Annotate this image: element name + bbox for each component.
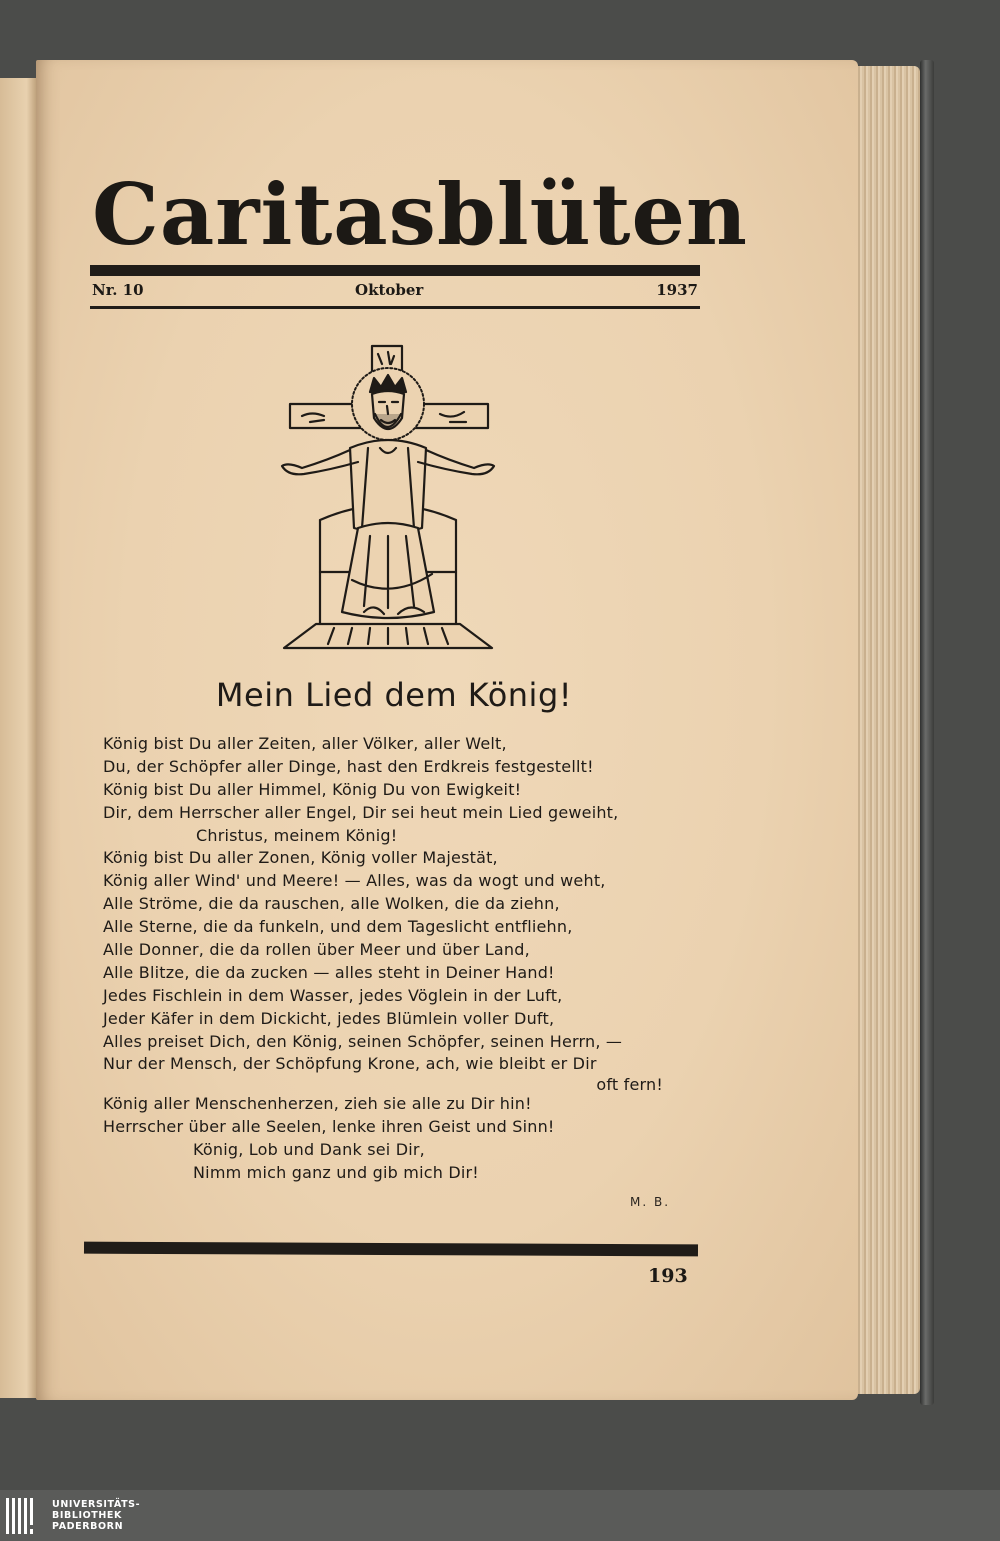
issue-month: Oktober — [355, 281, 424, 299]
library-name-line: UNIVERSITÄTS- — [52, 1499, 141, 1510]
left-page-edge — [0, 78, 38, 1398]
poem-line: Dir, dem Herrscher aller Engel, Dir sei heut mein Lied geweiht, — [103, 802, 619, 822]
poem-line: König bist Du aller Zonen, König voller Majestät, — [103, 848, 498, 868]
poem-line: König bist Du aller Zeiten, aller Völker, aller Welt, — [103, 734, 507, 753]
poem-line: König aller Wind' und Meere! — Alles, was da wogt und weht, — [103, 871, 606, 891]
poem-line: Alle Blitze, die da zucken — alles steht in Deiner Hand! — [103, 962, 555, 982]
masthead-title: Caritasblüten — [92, 165, 749, 264]
poem-line: Alle Sterne, die da funkeln, und dem Tageslicht entfliehn, — [103, 917, 573, 937]
poem-line: Christus, meinem König! — [196, 825, 398, 845]
library-bars-logo-icon — [6, 1498, 46, 1534]
poem-line: oft fern! — [596, 1075, 663, 1095]
page-number: 193 — [648, 1265, 688, 1287]
issue-line — [90, 279, 700, 301]
library-footer — [0, 1490, 1000, 1541]
poem-line: König aller Menschenherzen, zieh sie alle zu Dir hin! — [103, 1094, 532, 1114]
poem-line: Alles preiset Dich, den König, seinen Schöpfer, seinen Herrn, — — [103, 1031, 623, 1051]
masthead-rule-top — [90, 265, 700, 276]
issue-number: Nr. 10 — [92, 281, 144, 299]
poem-title: Mein Lied dem König! — [215, 676, 573, 714]
library-name-line: PADERBORN — [52, 1521, 124, 1532]
poem-line: Jeder Käfer in dem Dickicht, jedes Blümlein voller Duft, — [103, 1008, 555, 1028]
poem-line: Herrscher über alle Seelen, lenke ihren Geist und Sinn! — [103, 1117, 555, 1137]
masthead-rule-bottom — [90, 306, 700, 309]
poem-line: König bist Du aller Himmel, König Du von Ewigkeit! — [103, 779, 522, 799]
poem-line: Nur der Mensch, der Schöpfung Krone, ach, wie bleibt er Dir — [103, 1054, 597, 1074]
issue-year: 1937 — [656, 281, 698, 299]
poem-line: Alle Ströme, die da rauschen, alle Wolken, die da ziehn, — [103, 894, 560, 914]
poem-signature: M. B. — [630, 1195, 671, 1209]
poem-line: Jedes Fischlein in dem Wasser, jedes Vöglein in der Luft, — [103, 985, 563, 1005]
christ-king-illustration — [280, 340, 496, 654]
poem-line: Nimm mich ganz und gib mich Dir! — [193, 1163, 479, 1183]
poem-line: Alle Donner, die da rollen über Meer und über Land, — [103, 940, 530, 960]
poem-body — [103, 733, 703, 1185]
library-name — [52, 1499, 140, 1532]
book-cover-edge — [920, 60, 934, 1405]
library-name-line: BIBLIOTHEK — [52, 1510, 122, 1521]
poem-line: Du, der Schöpfer aller Dinge, hast den Erdkreis festgestellt! — [103, 756, 594, 776]
page-stack-edge — [850, 66, 920, 1394]
poem-line: König, Lob und Dank sei Dir, — [193, 1140, 425, 1160]
